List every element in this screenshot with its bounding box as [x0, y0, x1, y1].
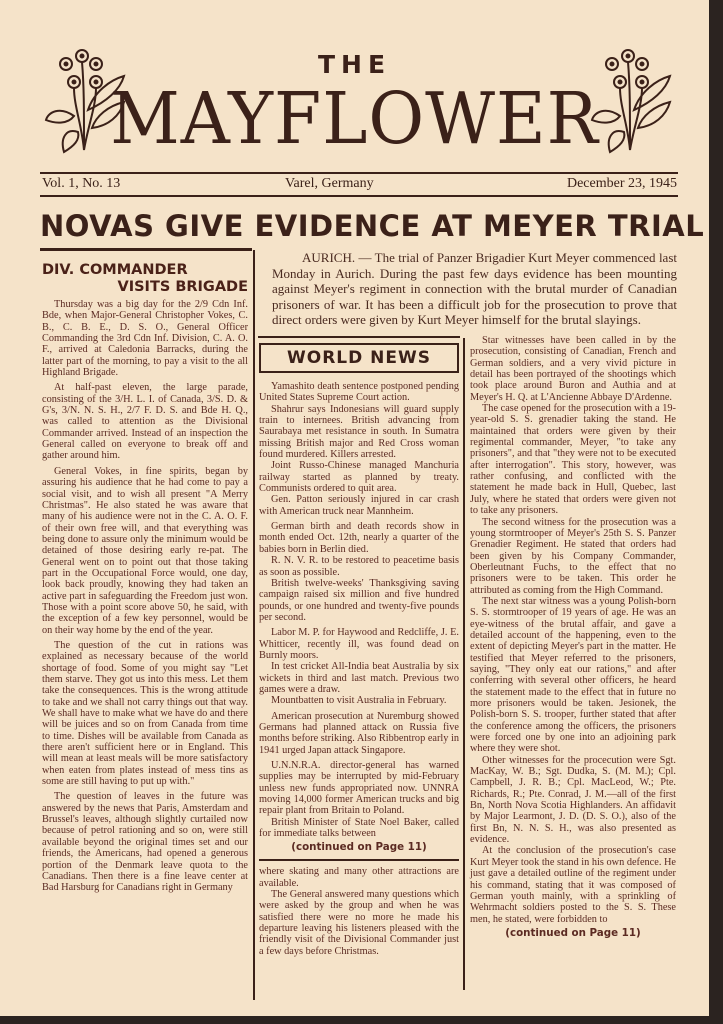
news-item: U.N.N.R.A. director-general has warned supplies may be interrupted by mid-February unless new funds appropriated now. UNNRA moving 14,000 former American trucks and big repair plant from Britain to Poland. — [259, 760, 459, 817]
left-article — [42, 262, 248, 898]
paragraph: Star witnesses have been called in by the prosecution, consisting of Canadian, French and German soldiers, and a very vivid picture in detail has been portrayed of the shootings which took place around Buron and Authia and at Meyer's H. Q. at L'Ancienne Abbaye D'Ardenne. — [470, 335, 676, 403]
masthead-rule-bottom — [40, 195, 678, 197]
news-item: Labor M. P. for Haywood and Redcliffe, J. E. Whitticer, recently ill, was found dead on Burnly moors. — [259, 627, 459, 661]
world-news-title: WORLD NEWS — [259, 343, 459, 373]
news-item: Yamashito death sentence postponed pending United States Supreme Court action. — [259, 381, 459, 404]
paragraph: The case opened for the prosecution with a 19-year-old S. S. grenadier taking the stand. He maintained that orders were given by their regimental commander, Meyer, "to take any prisoners", and that "they were not to be executed after interrogation". This story, however, was rather confusing, and conflicted with the statement he made back in Hull, Quebec, last July, where he stated that orders were given not to take any prisoners. — [470, 403, 676, 517]
news-item: British Minister of State Noel Baker, called for immediate talks between — [259, 816, 459, 840]
masthead-title: MAYFLOWER — [110, 78, 599, 161]
paragraph: The next star witness was a young Polish-born S. S. stormtrooper of 19 years of age. He was an eye-witness of the brutal affair, and gave a detailed account of the happening, even to the extent of depicting Meyer's part in the matter. He testified that Meyer referred to the prisoners, saying, "They only eat our rations," and after conferring with several other officers, he heard the statement made to the effect that in future no more prisoners would be taken. Jesionek, the Polish-born S. S. trooper, further stated that after the conference among the officers, the prisoners were forced one by one into an adjoining park where they were shot. — [470, 595, 676, 755]
masthead-rule-top — [40, 172, 678, 174]
news-item: Gen. Patton seriously injured in car crash with American truck near Mannheim. — [259, 494, 459, 517]
world-news-top-rule — [258, 336, 460, 338]
main-headline: NOVAS GIVE EVIDENCE AT MEYER TRIAL — [40, 209, 705, 243]
news-item: Mountbatten to visit Australia in February. — [271, 695, 447, 707]
masthead-the: THE — [317, 50, 392, 79]
trial-article — [470, 335, 676, 939]
issue-date: December 23, 1945 — [566, 176, 677, 191]
trial-lead — [272, 250, 677, 328]
issue-place: Varel, Germany — [285, 176, 374, 191]
news-item: Joint Russo-Chinese managed Manchuria railway started as planned by treaty. Communists ordered to quit area. — [259, 460, 459, 495]
article-title-line2: VISITS BRIGADE — [117, 279, 248, 295]
paragraph: The second witness for the prosecution was a young stormtrooper of Meyer's 25th S. S. Panzer Grenadier Regiment. He stated that orders had been given by his Company Commander, Oberleutnant Fuchs, to the effect that no prisoners were to be taken. This order he attributed as coming from the High Command. — [470, 516, 676, 596]
paragraph: Other witnesses for the procecution were Sgt. MacKay, W. B.; Sgt. Dudka, S. (M. M.); Cpl. Campbell, J. R. B.; Cpl. MacLeod, W.; Pte. Richards, R.; Pte. Conrad, J. M.—all of the first Bn, North Nova Scotia Highlanders. An affidavit by Major Learmont, J. D. (D. S. O.), also of the first Bn, N. N. S. H., was also presented as evidence. — [470, 754, 676, 846]
world-news — [259, 381, 459, 957]
news-item: German birth and death records show in month ended Oct. 12th, nearly a quarter of the babies born in Berlin died. — [259, 521, 459, 555]
continued-note: (continued on Page 11) — [291, 841, 427, 854]
news-item: Shahrur says Indonesians will guard supply train to internees. British advancing from Saurabaya met resistance in south. In Sumatra missing British major and Red Cross woman found murdered. Killers arrested. — [259, 403, 459, 461]
paragraph: The General answered many questions which were asked by the group and when he was satisfied there were no more he made his departure leaving his listeners pleased with the friendly visit of the Divisional Commander just a few days before Christmas. — [259, 889, 459, 957]
news-item: American prosecution at Nuremburg showed Germans had planned attack on Russia five months before striking. Also Ribbentrop early in 1941 urged Japan attack Singapore. — [259, 710, 459, 756]
article-title-line1: DIV. COMMANDER — [42, 262, 188, 278]
left-column-top-rule — [40, 248, 252, 251]
world-news-bottom-rule — [259, 859, 459, 861]
paragraph: Thursday was a big day for the 2/9 Cdn Inf. Bde, when Major-General Christopher Vokes, C. B., C. B. E., D. S. O., General Officer Commanding the 3rd Cdn Inf. Division, C. A. O. F., arrived at Caledonia Barracks, during the latter part of the morning, to pay a visit to the all Highland Brigade. — [42, 299, 248, 379]
continued-note: (continued on Page 11) — [505, 926, 641, 939]
column-divider-right — [463, 338, 465, 990]
paragraph: The question of the cut in rations was explained as necessary because of the world shortage of food. Some of you might say "Let them starve. They got us into this mess. Let them take the consequences. This is the wrong attitude to take and we shall not carry things out that way. We shall have to make what we have do and there will be juices and so on from Canada from time to time. Dishes will be available from Canada as there aren't sufficient here or in England. This will mean at least meals will be more satisfactory when eaten from plates instead of mess tins as some are still having to put up with." — [42, 639, 248, 788]
lead-paragraph: AURICH. — The trial of Panzer Brigadier Kurt Meyer commenced last Monday in Aurich. During the past few days evidence has been mounting against Meyer's regiment in connection with the brutal murder of Canadian prisoners of war. It has been a difficult job for the prosecution to prove that direct orders were given by Kurt Meyer himself for the brutal slayings. — [272, 250, 677, 328]
column-divider-left — [253, 250, 255, 1000]
news-item: British twelve-weeks' Thanksgiving saving campaign raised six million and five hundred pounds, or one hundred and twenty-five pounds per second. — [259, 577, 459, 623]
paragraph: The question of leaves in the future was answered by the news that Paris, Amsterdam and Brussel's leaves, although slightly curtailed now because of petrol rationing and so on, were still available beyond the original times set and our friends, the Americans, had opened a generous portion of the Denmark leave quota to the Canadians. Then there is a fine leave center at Bad Harsburg for Canadians right in Germany — [42, 791, 248, 894]
paragraph: At the conclusion of the prosecution's case Kurt Meyer took the stand in his own defence. He just gave a detailed outline of the regiment under his command, stating that it was composed of German youth mainly, with a sprinkling of Wehrmacht soldiers posted to the S. S. These men, he stated, were forbidden to — [470, 845, 676, 925]
paragraph: At half-past eleven, the large parade, consisting of the 3/H. L. I. of Canada, 3/S. D. & G's, 3/N. N. S. H., 2/7 F. D. S. and Bde H. Q., was called to attention as the Divisional Commander arrived. Instead of an inspection the General called on everyone to break off and gather around him. — [42, 382, 248, 462]
issue-volume: Vol. 1, No. 13 — [42, 176, 121, 191]
news-item: In test cricket All-India beat Australia by six wickets in third and last match. Previous two games were a draw. — [259, 661, 459, 695]
news-item: R. N. V. R. to be restored to peacetime basis as soon as possible. — [259, 555, 459, 578]
paragraph: General Vokes, in fine spirits, began by assuring his audience that he had come to pay a social visit, and to wish all present "A Merry Christmas". He also stated he was aware that many of his audience were not in the C. A. O. F. of their own free will, and that everything was being done to assure only the minimum would be detained of those desiring early re-pat. The General went on to point out that those taking part in the Occupational Force would, one day, look back proudly, knowing they had taken an active part in safeguarding the Freedom just won. Those with a point score above 50, he said, with the exception of a few key personnel, would be on their way home by the end of the year. — [42, 465, 248, 636]
paragraph: where skating and many other attractions are available. — [259, 866, 459, 889]
